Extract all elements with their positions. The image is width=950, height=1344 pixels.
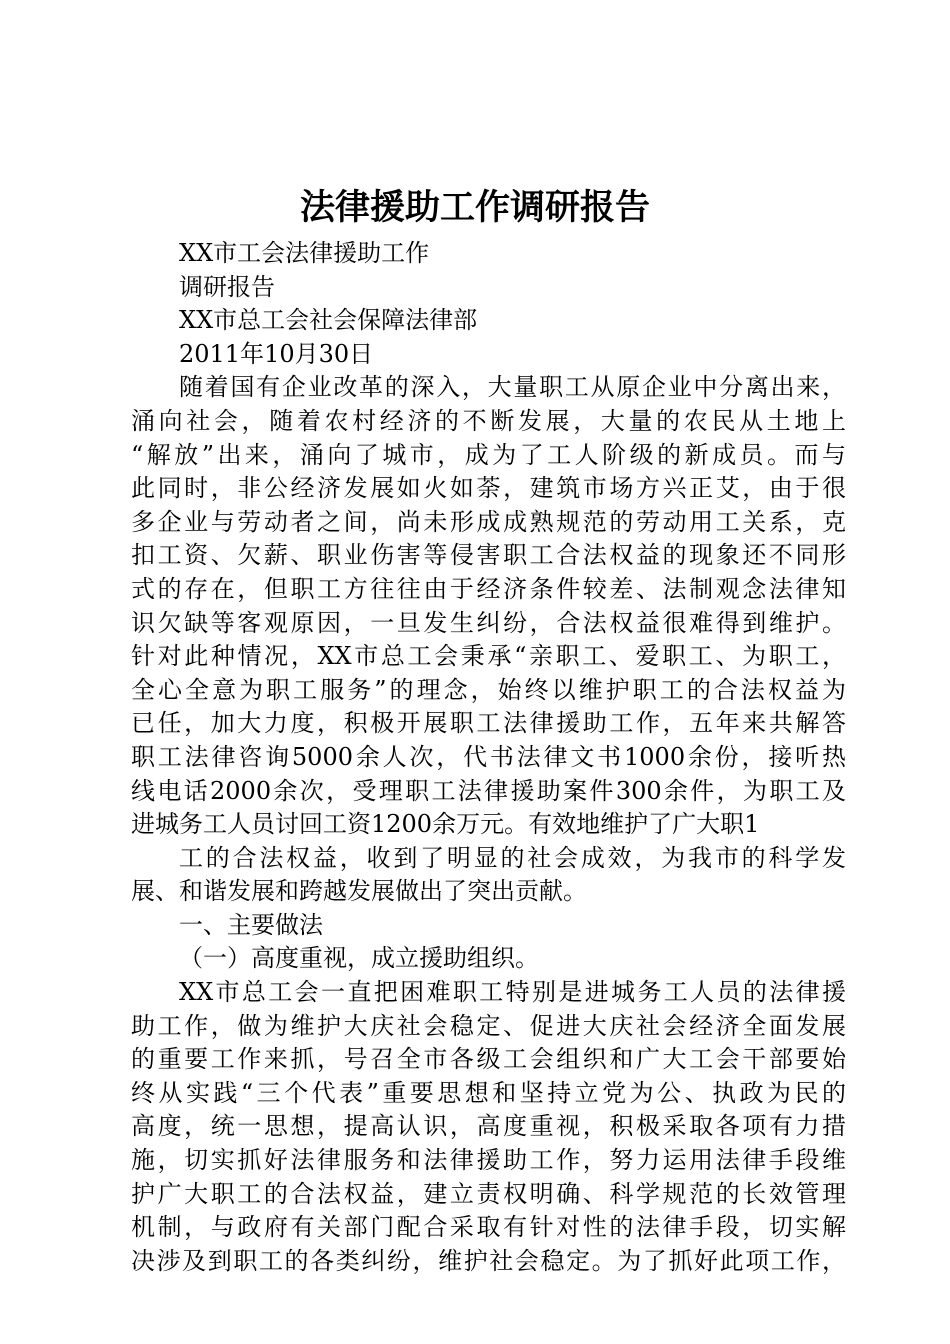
text-line: 调研报告 — [179, 272, 275, 301]
text-line: 施，切实抓好法律服务和法律援助工作，努力运用法律手段维 — [131, 1146, 846, 1175]
text-line: XX市总工会一直把困难职工特别是进城务工人员的法律援 — [179, 978, 846, 1007]
text-line: 高度，统一思想，提高认识，高度重视，积极采取各项有力措 — [131, 1112, 846, 1141]
text-line: 助工作，做为维护大庆社会稳定、促进大庆社会经济全面发展 — [131, 1011, 846, 1040]
text-line: 识欠缺等客观原因，一旦发生纠纷，合法权益很难得到维护。 — [131, 608, 846, 637]
document-body — [131, 237, 846, 1278]
text-line: XX市工会法律援助工作 — [179, 239, 430, 267]
text-line: 扣工资、欠薪、职业伤害等侵害职工合法权益的现象还不同形 — [131, 541, 846, 570]
text-line: 决涉及到职工的各类纠纷，维护社会稳定。为了抓好此项工作， — [131, 1246, 846, 1275]
text-line: 针对此种情况，XX市总工会秉承“亲职工、爱职工、为职工， — [131, 642, 846, 671]
text-line: 线电话2000余次，受理职工法律援助案件300余件，为职工及 — [131, 776, 846, 805]
text-line: 护广大职工的合法权益，建立责权明确、科学规范的长效管理 — [131, 1179, 846, 1208]
text-line: 的重要工作来抓，号召全市各级工会组织和广大工会干部要始 — [131, 1045, 846, 1074]
text-line: 一、主要做法 — [179, 910, 323, 939]
text-line: 全心全意为职工服务”的理念，始终以维护职工的合法权益为 — [131, 675, 846, 704]
text-line: 涌向社会，随着农村经济的不断发展，大量的农民从土地上 — [131, 406, 846, 435]
text-line: 进城务工人员讨回工资1200余万元。有效地维护了广大职1 — [131, 810, 760, 839]
text-line: 此同时，非公经济发展如火如荼，建筑市场方兴正艾，由于很 — [131, 474, 846, 503]
text-line: 职工法律咨询5000余人次，代书法律文书1000余份，接听热 — [131, 742, 846, 771]
document-title: 法律援助工作调研报告 — [299, 188, 650, 228]
text-line: 已任，加大力度，积极开展职工法律援助工作，五年来共解答 — [131, 709, 846, 738]
text-line: 随着国有企业改革的深入，大量职工从原企业中分离出来， — [179, 373, 846, 402]
text-line: 2011年10月30日 — [179, 339, 374, 368]
text-line: 机制，与政府有关部门配合采取有针对性的法律手段，切实解 — [131, 1213, 846, 1242]
text-line: （一）高度重视，成立援助组织。 — [179, 944, 539, 973]
text-line: 终从实践“三个代表”重要思想和坚持立党为公、执政为民的 — [131, 1078, 846, 1107]
text-line: XX市总工会社会保障法律部 — [179, 306, 478, 335]
text-line: “解放”出来，涌向了城市，成为了工人阶级的新成员。而与 — [131, 440, 846, 469]
text-line: 展、和谐发展和跨越发展做出了突出贡献。 — [131, 877, 587, 906]
text-line: 工的合法权益，收到了明显的社会成效，为我市的科学发 — [179, 843, 846, 872]
text-line: 式的存在，但职工方往往由于经济条件较差、法制观念法律知 — [131, 574, 846, 603]
text-line: 多企业与劳动者之间，尚未形成成熟规范的劳动用工关系，克 — [131, 507, 846, 536]
